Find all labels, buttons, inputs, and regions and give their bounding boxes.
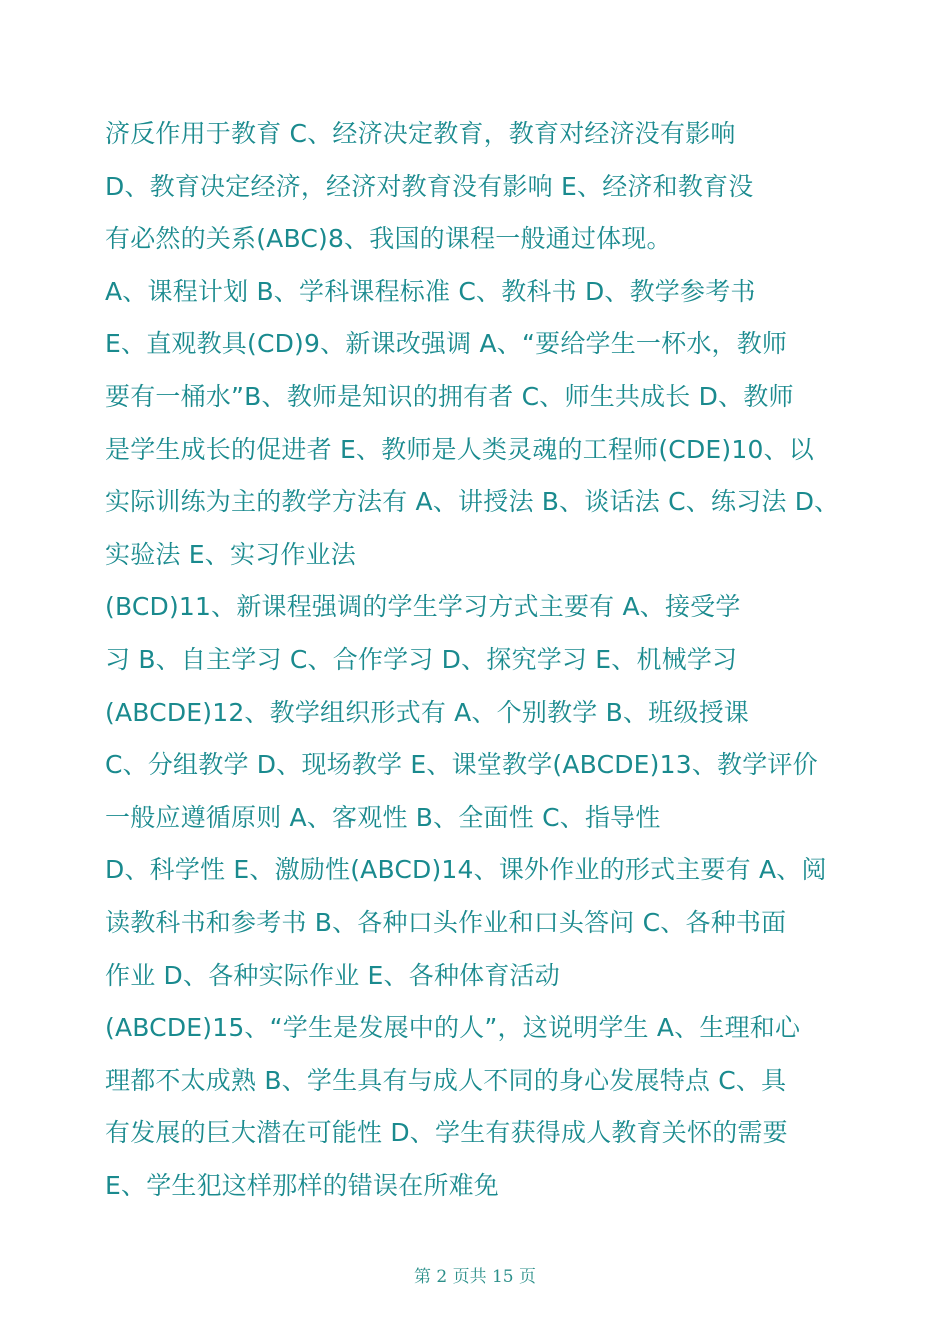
text-line: E、直观教具(CD)9、新课改强调 A、“要给学生一杯水，教师 <box>105 329 788 359</box>
text-line: 有必然的关系(ABC)8、我国的课程一般通过体现。 <box>105 224 672 254</box>
text-line: 有发展的巨大潜在可能性 D、学生有获得成人教育关怀的需要 <box>105 1118 788 1148</box>
text-line: 济反作用于教育 C、经济决定教育，教育对经济没有影响 <box>105 119 736 148</box>
text-line: D、教育决定经济，经济对教育没有影响 E、经济和教育没 <box>105 171 754 201</box>
text-line: 一般应遵循原则 A、客观性 B、全面性 C、指导性 <box>105 802 661 832</box>
document-body <box>105 108 865 1212</box>
text-line: 读教科书和参考书 B、各种口头作业和口头答问 C、各种书面 <box>105 907 787 937</box>
page-number-footer: 第 2 页共 15 页 <box>413 1267 537 1287</box>
text-line: (ABCDE)12、教学组织形式有 A、个别教学 B、班级授课 <box>105 697 749 727</box>
text-line: 作业 D、各种实际作业 E、各种体育活动 <box>105 960 560 990</box>
text-line: 实际训练为主的教学方法有 A、讲授法 B、谈话法 C、练习法 D、 <box>105 487 840 517</box>
text-line: A、课程计划 B、学科课程标准 C、教科书 D、教学参考书 <box>105 276 756 306</box>
text-line: D、科学性 E、激励性(ABCD)14、课外作业的形式主要有 A、阅 <box>105 855 827 885</box>
text-line: 习 B、自主学习 C、合作学习 D、探究学习 E、机械学习 <box>105 644 738 674</box>
text-line: 是学生成长的促进者 E、教师是人类灵魂的工程师(CDE)10、以 <box>105 434 814 464</box>
text-line: (ABCDE)15、“学生是发展中的人”，这说明学生 A、生理和心 <box>105 1013 801 1043</box>
text-line: 理都不太成熟 B、学生具有与成人不同的身心发展特点 C、具 <box>105 1065 787 1095</box>
text-line: C、分组教学 D、现场教学 E、课堂教学(ABCDE)13、教学评价 <box>105 750 818 780</box>
text-line: 要有一桶水”B、教师是知识的拥有者 C、师生共成长 D、教师 <box>105 381 794 411</box>
text-line: (BCD)11、新课程强调的学生学习方式主要有 A、接受学 <box>105 592 741 622</box>
text-line: 实验法 E、实习作业法 <box>105 539 356 569</box>
text-line: E、学生犯这样那样的错误在所难免 <box>105 1170 499 1200</box>
